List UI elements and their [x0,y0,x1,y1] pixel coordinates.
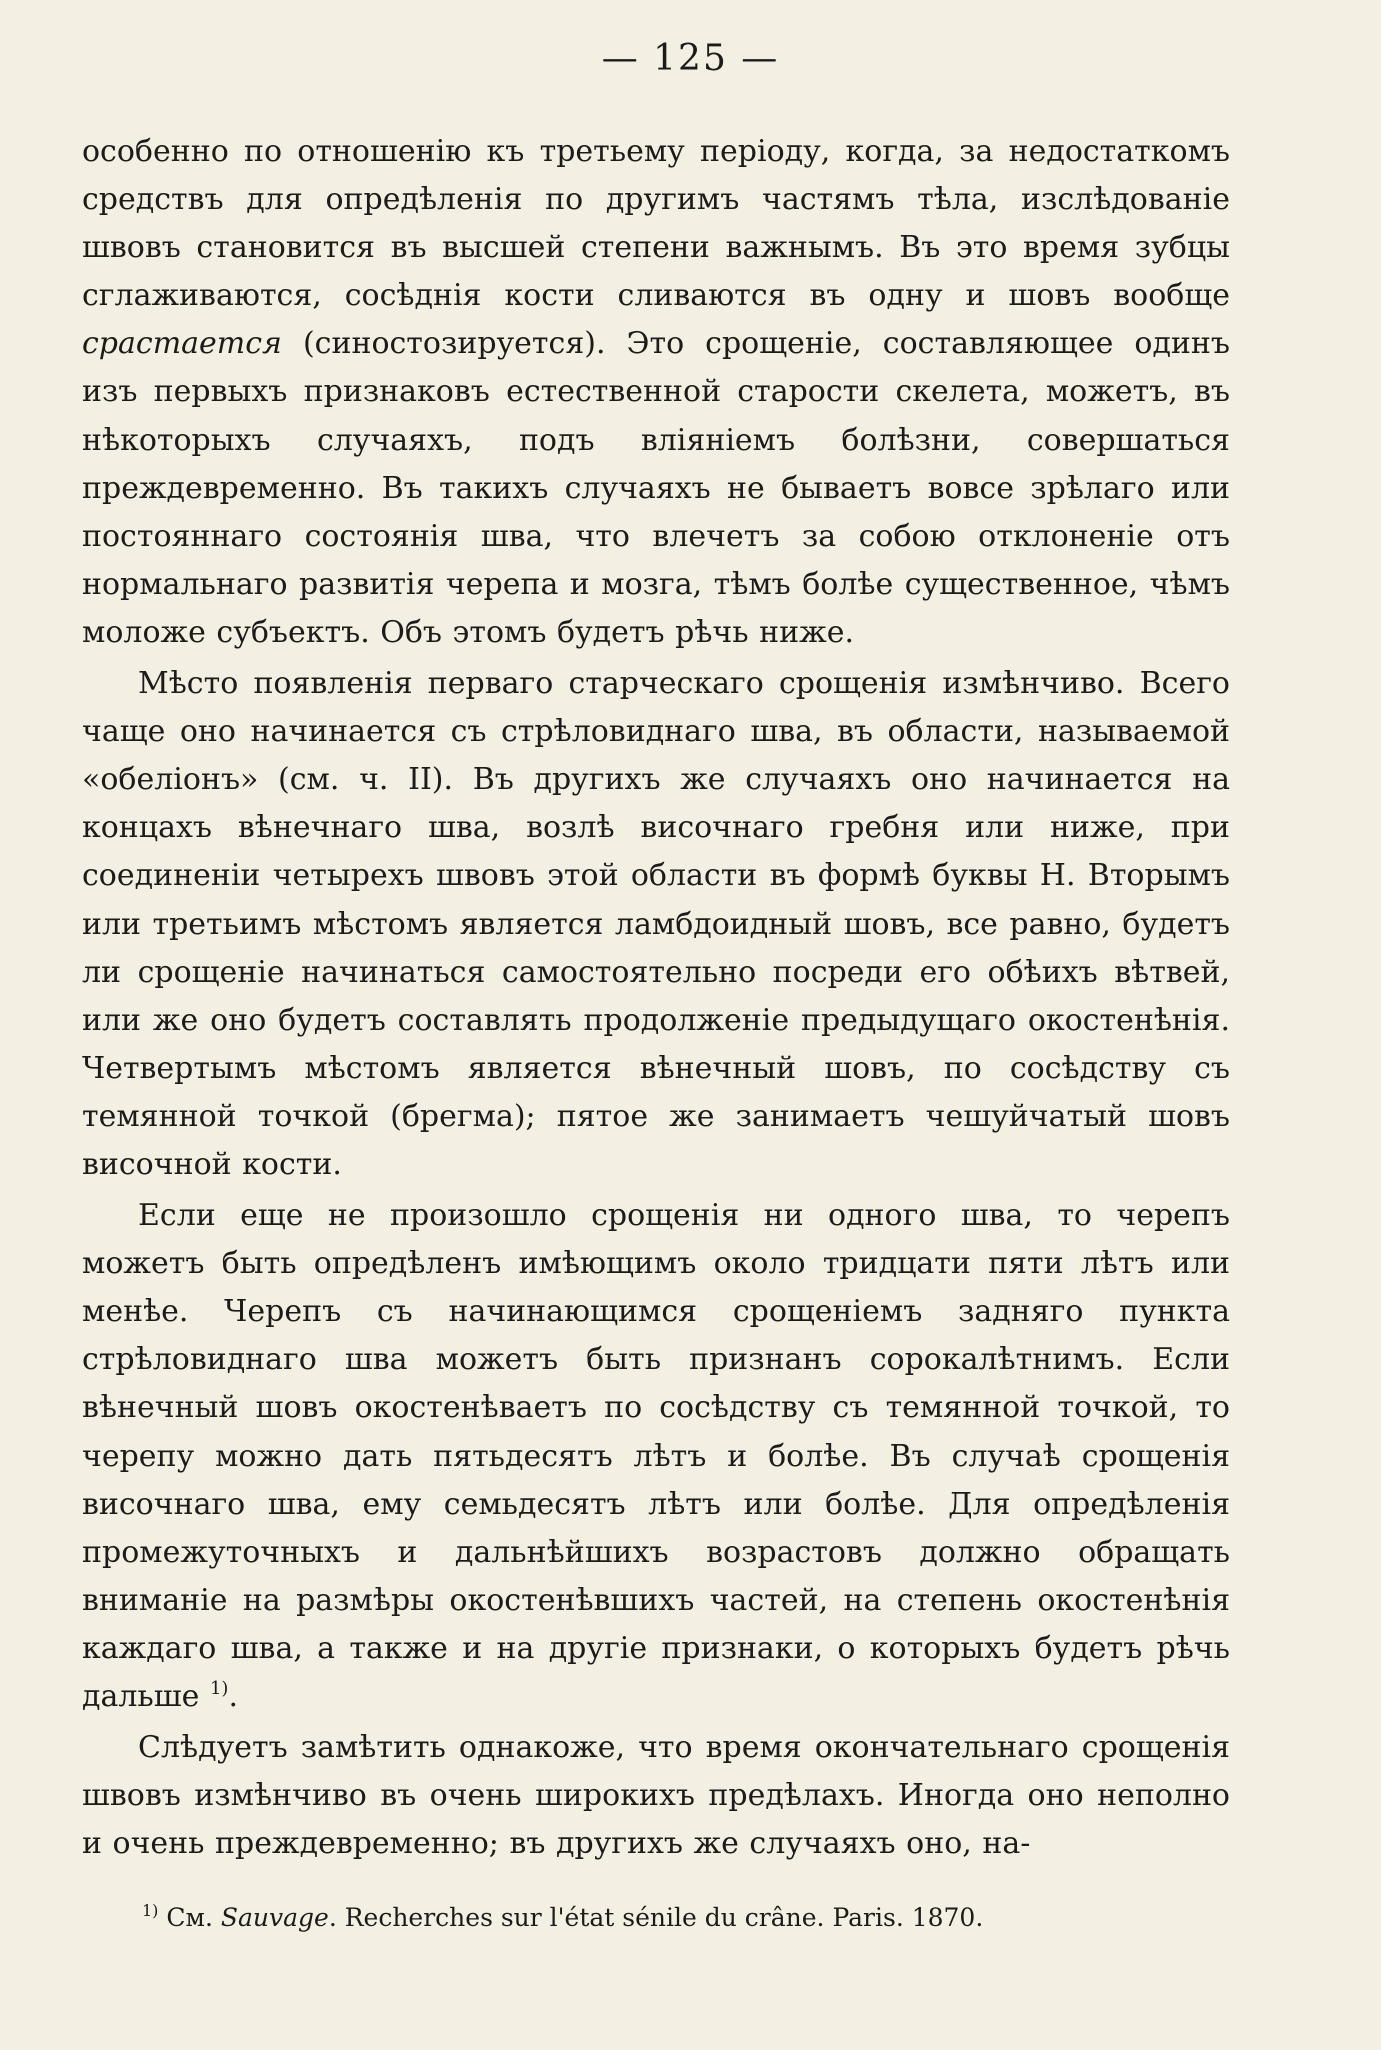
paragraph-3-text: Если еще не произошло срощенія ни одного шва, то черепъ можетъ быть опредѣленъ имѣющимъ около тридцати пяти лѣтъ или менѣе. Черепъ съ начинающимся срощеніемъ задняго пункта стрѣловиднаго шва можетъ быть признанъ сорокалѣтнимъ. Если вѣнечный шовъ окостенѣваетъ по сосѣдству съ темянной точкой, то черепу можно дать пятьдесятъ лѣтъ и болѣе. Въ случаѣ срощенія височнаго шва, ему семьдесятъ лѣтъ или болѣе. Для опредѣленія промежуточныхъ и дальнѣйшихъ возрастовъ должно обращать вниманіе на размѣры окостенѣвшихъ частей, на степень окостенѣнія каждаго шва, а также и на другіе признаки, о которыхъ будетъ рѣчь дальше [82,1198,1230,1714]
footnote-reference[interactable]: 1) [209,1678,229,1699]
paragraph-3-text-after: . [228,1679,238,1714]
paragraph-1 [82,128,1230,657]
footnote [142,1900,1202,1936]
main-text [82,128,1230,1868]
paragraph-1-text: особенно по отношенію къ третьему періоду, когда, за недостаткомъ средствъ для опредѣленія по другимъ частямъ тѣла, изслѣдованіе швовъ становится въ высшей степени важнымъ. Въ это время зубцы сглаживаются, сосѣднія кости сливаются въ одну и шовъ вообще [82,134,1230,314]
paragraph-1-text-after: (синостозируется). Это срощеніе, составляющее одинъ изъ первыхъ признаковъ естественной старости скелета, можетъ, въ нѣкоторыхъ случаяхъ, подъ вліяніемъ болѣзни, совершаться преждевременно. Въ такихъ случаяхъ не бываетъ вовсе зрѣлаго или постояннаго состоянія шва, что влечетъ за собою отклоненіе отъ нормальнаго развитія черепа и мозга, тѣмъ болѣе существенное, чѣмъ моложе субъектъ. Объ этомъ будетъ рѣчь ниже. [82,326,1230,650]
footnote-mark: 1) [142,1901,159,1920]
paragraph-4-text: Слѣдуетъ замѣтить однакоже, что время окончательнаго срощенія швовъ измѣнчиво въ очень широкихъ предѣлахъ. Иногда оно неполно и очень преждевременно; въ другихъ же случаяхъ оно, на- [82,1730,1230,1862]
footnote-prefix: См. [158,1903,221,1932]
paragraph-4 [82,1724,1230,1868]
paragraph-2-text: Мѣсто появленія перваго старческаго срощенія измѣнчиво. Всего чаще оно начинается съ стрѣловиднаго шва, въ области, называемой «обеліонъ» (см. ч. II). Въ другихъ же случаяхъ оно начинается на концахъ вѣнечнаго шва, возлѣ височнаго гребня или ниже, при соединеніи четырехъ швовъ этой области въ формѣ буквы H. Вторымъ или третьимъ мѣстомъ является ламбдоидный шовъ, все равно, будетъ ли срощеніе начинаться самостоятельно посреди его обѣихъ вѣтвей, или же оно будетъ составлять продолженіе предыдущаго окостенѣнія. Четвертымъ мѣстомъ является вѣнечный шовъ, по сосѣдству съ темянной точкой (брегма); пятое же занимаетъ чешуйчатый шовъ височной кости. [82,666,1230,1182]
italic-term: срастается [82,326,282,362]
paragraph-3 [82,1192,1230,1721]
footnote-author: Sauvage [220,1903,329,1932]
paragraph-2 [82,660,1230,1189]
footnote-title: . Recherches sur l'état sénile du crâne. Paris. 1870. [328,1903,984,1932]
page-number: — 125 — [601,38,780,79]
